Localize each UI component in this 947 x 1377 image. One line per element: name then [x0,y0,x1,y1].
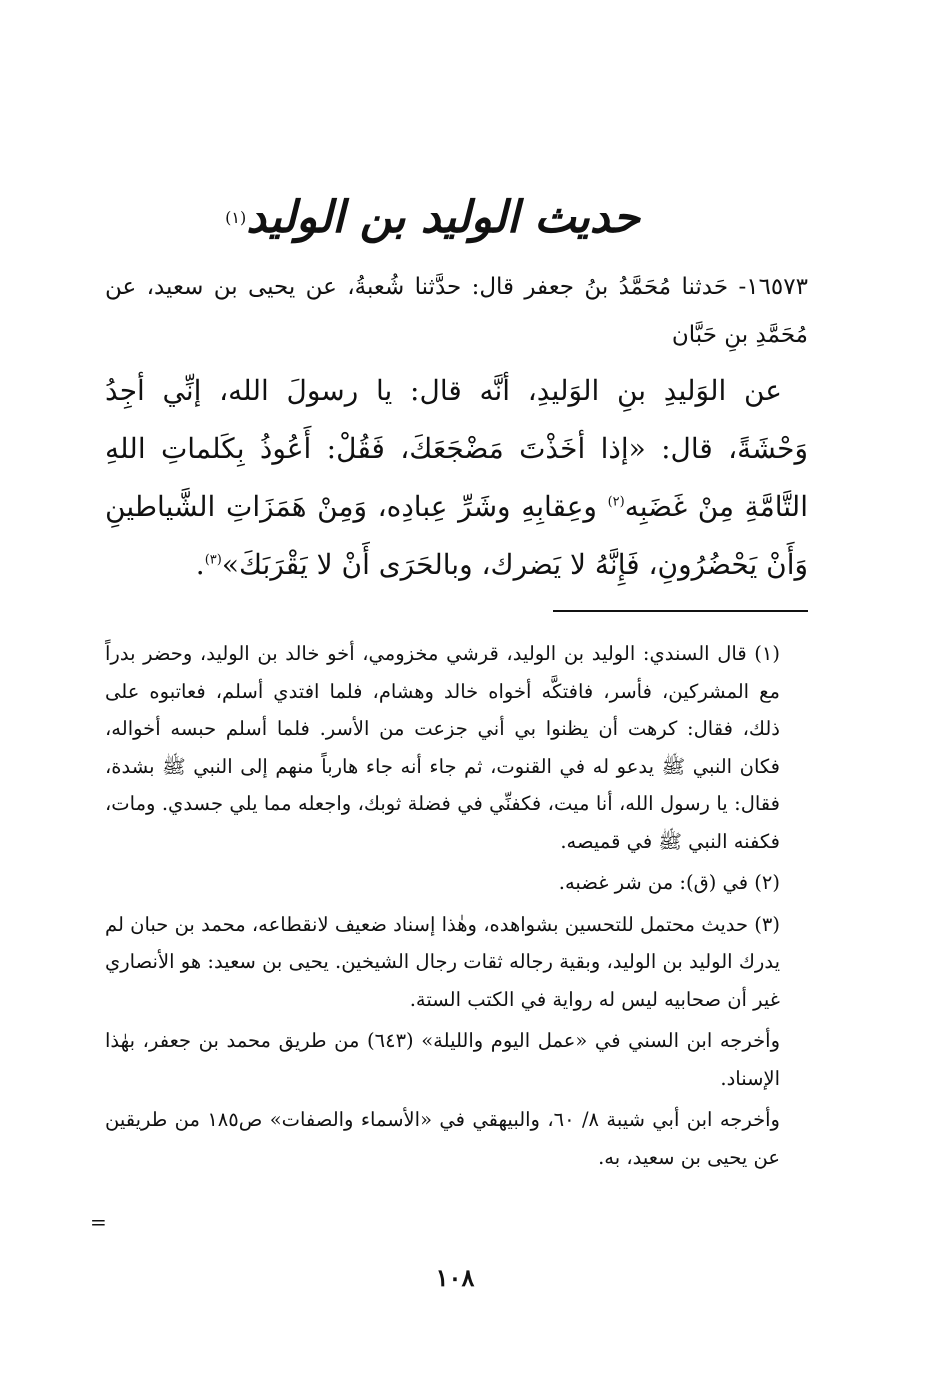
footnote-separator [553,610,808,612]
title-footnote-ref: (١) [225,208,247,227]
footnote-2: (٢) في (ق): من شر غضبه. [558,871,780,894]
continuation-mark: = [90,1210,107,1234]
matn-text-part1: عن الوَليدِ بنِ الوَليدِ، أنَّه قال: يا رسولَ الله، إنِّي أجِدُ وَحْشَةً، قال: «إذا أخَذْتَ مَضْجَعَكَ، فَقُلْ: أَعُوذُ بِكَلماتِ اللهِ التَّامَّةِ مِنْ غَضَبِه [105,374,808,523]
matn-end: . [195,548,205,581]
hadith-matn [105,362,808,594]
matn-footnote-ref-2: (٢) [607,494,625,510]
footnote-3: (٣) حديث محتمل للتحسين بشواهده، وهٰذا إسناد ضعيف لانقطاعه، محمد بن حبان لم يدرك الوليد بن الوليد، وبقية رجاله ثقات رجال الشيخين. يحيى بن سعيد: هو الأنصاري غير أن صحابيه ليس له رواية في الكتب الستة. [105,912,780,1011]
isnad-text: حَدثنا مُحَمَّدُ بنُ جعفر قال: حدَّثنا شُعبةُ، عن يحيى بن سعيد، عن مُحَمَّدِ بنِ حَبَّان [105,274,808,348]
hadith-isnad [105,263,808,359]
footnote-3-continued-2: وأخرجه ابن أبي شيبة ٨/ ٦٠، والبيهقي في «الأسماء والصفات» ص١٨٥ من طريقين عن يحيى بن سعيد، به. [105,1108,780,1169]
footnotes [105,635,808,1176]
matn-footnote-ref-3: (٣) [204,552,222,568]
footnote-3-continued-1: وأخرجه ابن السني في «عمل اليوم والليلة» (٦٤٣) من طريق محمد بن جعفر، بهٰذا الإسناد. [105,1029,780,1090]
hadith-number: ١٦٥٧٣- [738,274,808,300]
page-number: ١٠٨ [435,1263,475,1292]
footnote-1: (١) قال السندي: الوليد بن الوليد، قرشي مخزومي، أخو خالد بن الوليد، وحضر بدراً مع المشركين، فأسر، فافتكَّه أخواه خالد وهشام، فلما افتدي أسلم، فعاتبوه على ذلك، فقال: كرهت أن يظنوا بي أني جزعت من الأسر. فلما أسلم حبسه أخواله، فكان النبي ﷺ يدعو له في القنوت، ثم جاء أنه جاء هارباً منهم إلى النبي ﷺ بشدة، فقال: يا رسول الله، أنا ميت، فكفنِّي في فضلة ثوبك، واجعله مما يلي جسدي. ومات، فكفنه النبي ﷺ في قميصه. [105,642,780,853]
chapter-title-text: حديث الوليد بن الوليد [246,192,640,243]
matn-text-part2: وعِقابِهِ وشَرِّ عِبادِه، وَمِنْ هَمَزَاتِ الشَّياطينِ وَأَنْ يَحْضُرُونِ، فَإِنَّهُ لا يَضرك، وبالحَرَى أَنْ لا يَقْرَبَكَ» [105,490,808,581]
chapter-title [225,188,640,248]
